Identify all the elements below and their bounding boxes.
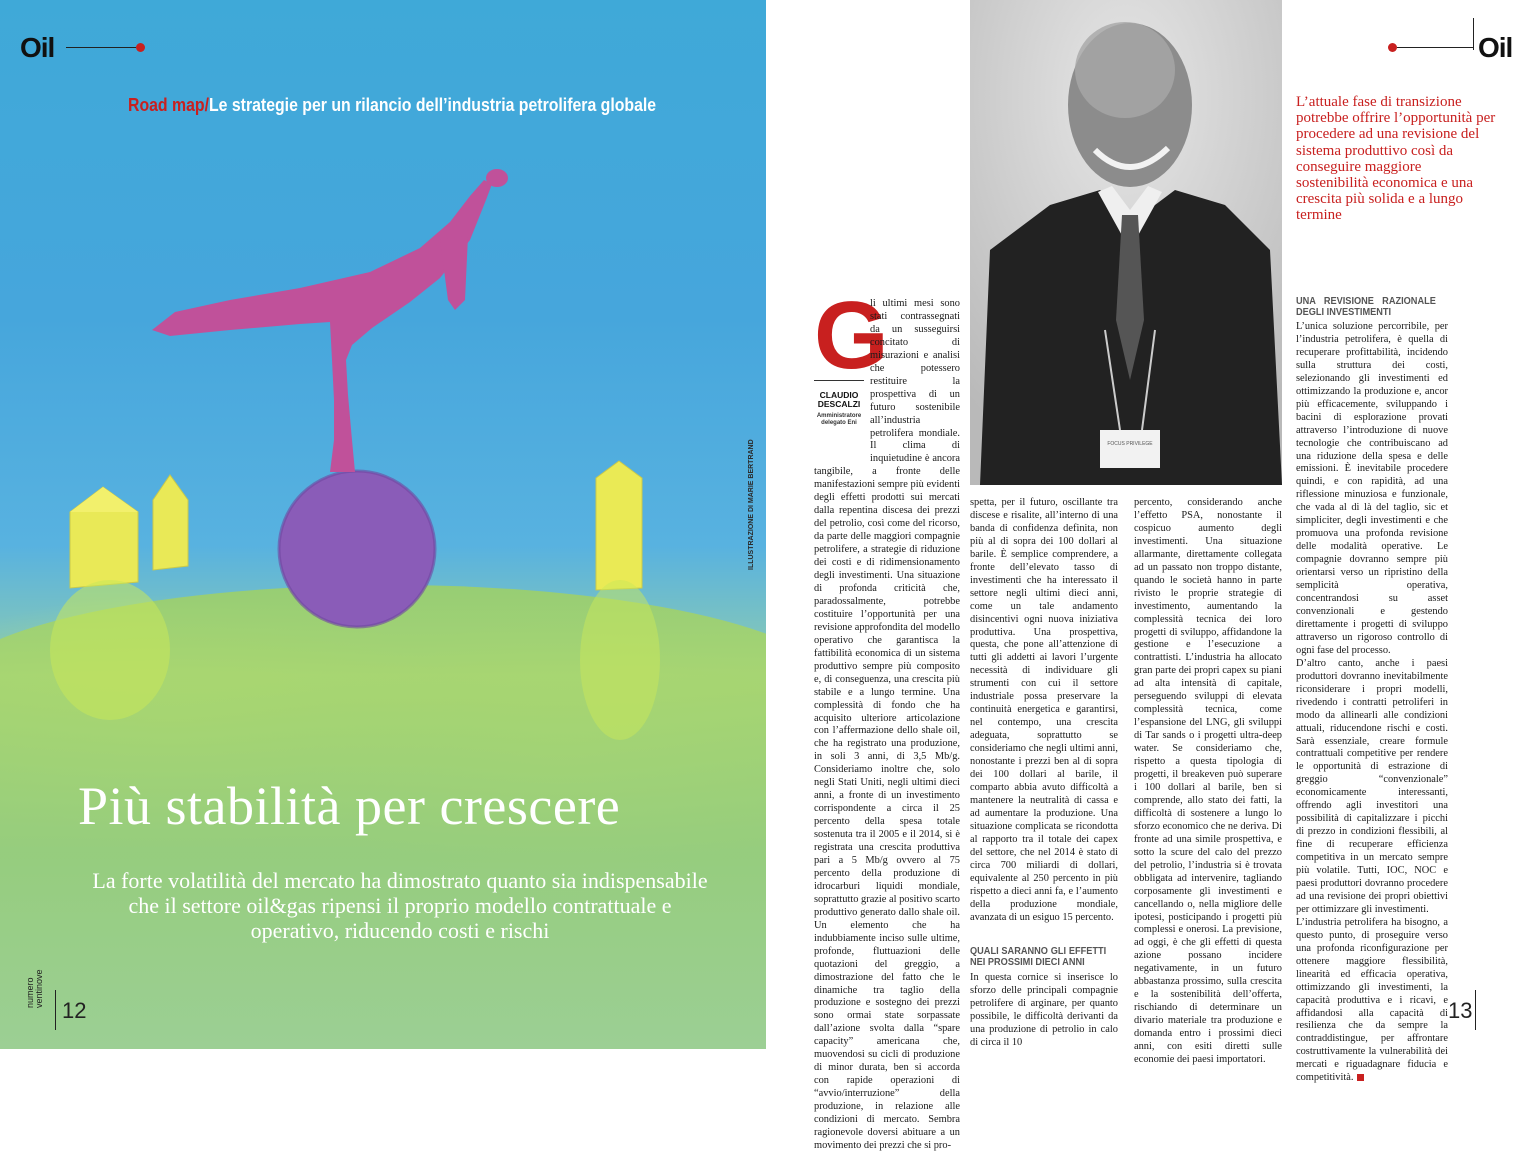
col4-paragraph-2: D’altro canto, anche i paesi produttori dovranno inevitabilmente riconsiderare i propri modelli, rivedendo i contratti petroliferi in modo da allinearli alle condizioni attuali, riducendone rischi e costi. Sarà essenziale, creare formule contrattuali competitive per rendere le opportunità di estrazione di greggio “convenzionale” economicamente interessanti, offrendo agli investitori una possibilità di capitalizzare i picchi di prezzo in condizioni flessibili, al fine di recuperare efficienza competitiva in un mercato sempre più volatile. Tutti, IOC, NOC e paesi produttori dovranno procedere ad una revisione dei propri obiettivi per ottimizzare gli investimenti. xyxy=(1296,657,1448,915)
issue-label xyxy=(26,969,44,1008)
badge-text: FOCUS PRIVILEGE xyxy=(1107,441,1153,447)
house-left xyxy=(70,487,138,588)
page-number-right: 13 xyxy=(1448,998,1473,1023)
column-1 xyxy=(814,282,961,1151)
col2-subhead: QUALI SARANNO GLI EFFETTI NEI PROSSIMI DIECI ANNI xyxy=(970,946,1107,969)
col2-paragraph-1: spetta, per il futuro, oscillante tra discese e risalite, all’interno di una banda di confidenza definita, non più al di sopra dei 100 dollari al barile. È semplice comprendere, a fronte dell’elevato tasso di investimenti che ha interessato il settore negli ultimi dieci anni, come un tale andamento disincentivi ogni nuova iniziativa produttiva. Una prospettiva, questa, che pone all’attenzione di tutti gli addetti ai lavori l’urgente necessità di individuare gli strumenti con cui il settore industriale possa preservare la continuità energetica e garantirsi, nel contempo, una crescita adeguata, soprattutto se consideriamo che negli ultimi anni, nonostante i prezzi ben al di sopra dei 100 dollari al barile, il comparto abbia avuto difficoltà a mantenere la neutralità di cassa e ad aumentare la produzione. Una situazione complicata se ricondotta al rapporto tra il totale dei capex del settore, che nel 2014 è stato di circa 700 miliardi di dollari, equivalente al 250 percento in più rispetto a dieci anni fa, e l’aumento della produzione mondiale, avanzata di un esiguo 15 percento. xyxy=(970,497,1118,923)
house-middle xyxy=(153,475,188,570)
header-red-dot-right xyxy=(1388,43,1397,52)
column-3 xyxy=(1134,497,1282,1067)
oil-logo xyxy=(20,32,54,64)
col4-paragraph-3 xyxy=(1296,917,1448,1085)
kicker-title: Le strategie per un rilancio dell’industria petrolifera globale xyxy=(208,95,657,115)
issue-line2: ventinove xyxy=(34,969,44,1008)
oil-logo-right-text: Oil xyxy=(1478,32,1513,63)
tower-right xyxy=(596,461,642,590)
kicker-section: Road map/ xyxy=(128,95,209,115)
col3-paragraph-1: percento, considerando anche l’effetto PSA, nonostante il cospicuo aumento degli investimenti. Una situazione allarmante, direttamente collegata ad un passato non troppo distante, quando le società hanno in parte rivisto le proprie strategie di investimento, aumentando la complessità tecnica dei loro progetti di sviluppo, affidandone la gestione e l’esecuzione a contrattisti. L’industria ha allocato gran parte dei propri capex su piani ad alta intensità di capitale, perseguendo sviluppi di elevata complessità tecnica, come l’espansione del LNG, gli sviluppi di Tar sands o i progetti ultra-deep water. Se consideriamo che, rispetto a questa tipologia di progetti, il breakeven può superare i 100 dollari al barile, ben si comprende, allo stato dei fatti, la difficoltà di sostenere a lungo lo sforzo economico che ne deriva. Di fronte ad una simile prospettiva, e sotto la scure del calo del prezzo del petrolio, l’industria si è trovata obbligata ad intervenire, tagliando corposamente gli investimenti e cancellando o, nella migliore delle ipotesi, posticipando i progetti più complessi e onerosi. La previsione, ad oggi, è che gli effetti di questa azione possano incidere negativamente, in un futuro abbastanza prossimo, sulla crescita e la sostenibilità dell’offerta, rischiando di determinare un divario materiale tra produzione e domanda entro i prossimi dieci anni, con esiti diretti sulle economie dei paesi importatori. xyxy=(1134,497,1282,1065)
left-page xyxy=(0,0,766,1049)
header-rule-right xyxy=(1397,47,1473,48)
oil-logo-text: Oil xyxy=(20,32,55,63)
issue-line1: numero xyxy=(25,977,35,1008)
portrait-photo xyxy=(970,0,1282,485)
reflection-right xyxy=(580,580,660,740)
col4-paragraph-3-text: L’industria petrolifera ha bisogno, a questo punto, di proseguire verso una profonda riconfigurazione per ottenere maggiore flessibilità, linearità ed efficacia operativa, ottimizzando gli investimenti, la capacità produttiva e i ricavi, e affidandosi alla capacità di resilienza che da sempre la contraddistingue, per affrontare costruttivamente la vulnerabilità dei mercati e riguadagnare fiducia e competitività. xyxy=(1296,916,1448,1084)
col4-paragraph-1: L’unica soluzione percorribile, per l’industria petrolifera, è quella di recuperare profittabilità, incidendo sulla struttura dei costi, selezionando gli investimenti ed ottimizzando la produzione e, ancor più efficacemente, sviluppando i bacini di esplorazione provati attraverso l’introduzione di nuove tecnologie che contribuiscano ad una riduzione della spesa e delle emissioni. È inevitabile procedere quindi, e con rapidità, ad una riflessione minuziosa e funzionale, che vada al di là del taglio, sic et simpliciter, degli investimenti e che promuova una profonda revisione delle modalità operative. Le compagnie dovranno sempre più orientarsi verso un ripristino della semplicità operativa, concentrandosi su asset convenzionali e gestendo direttamente i progetti di sviluppo attraverso un rigoroso controllo di ogni fase del processo. xyxy=(1296,321,1448,656)
drop-cap: G xyxy=(814,282,889,389)
footer-rule-vertical-right xyxy=(1475,990,1476,1030)
col4-subhead: UNA REVISIONE RAZIONALE DEGLI INVESTIMENTI xyxy=(1296,296,1436,318)
kicker xyxy=(128,95,656,116)
byline-name: CLAUDIO DESCALZI xyxy=(817,390,861,409)
footer-rule-vertical xyxy=(55,990,56,1030)
dropcap-spacer xyxy=(814,298,870,464)
reflection-left xyxy=(50,580,170,720)
headline: Più stabilità per crescere xyxy=(78,776,621,836)
header-rule xyxy=(66,47,136,48)
header-red-dot xyxy=(136,43,145,52)
column-4 xyxy=(1296,296,1448,1085)
column-2 xyxy=(970,497,1118,1050)
pink-figure xyxy=(152,169,508,472)
col1-paragraph: li ultimi mesi sono stati contrassegnati da un susseguirsi concitato di misurazioni e analisi che potessero restituire la prospettiva di un futuro sostenibile all’industria petrolifera mondiale. Il clima di inquietudine è ancora tangibile, a fronte delle manifestazioni sempre più evidenti degli effetti prodotti sui mercati dalla repentina discesa dei prezzi del petrolio, così come del ricorso, da parte delle maggiori compagnie petrolifere, a strategie di riduzione dei costi e di ridimensionamento degli investimenti. Una situazione di profonda criticità che, paradossalmente, potrebbe costituire l’opportunità per una revisione approfondita del modello operativo che garantisca la fattibilità economica di un sistema produttivo sempre più composito e, di conseguenza, una crescita più stabile e a lungo termine. Una complessità di fondo che ha acquisito ulteriore articolazione con l’affermazione dello shale oil, che ha registrato una produzione, in soli 3 anni, di 3,5 Mb/g. Consideriamo inoltre che, solo negli Stati Uniti, negli ultimi dieci anni, a fronte di un investimento corrispondente a circa il 25 percento della spesa totale sostenuta tra il 2005 e il 2014, si è registrata una crescita produttiva pari a 5 Mb/g ovvero al 75 percento della produzione di idrocarburi liquidi mondiale, soprattutto grazie al positivo scarto produttivo generato dallo shale oil. Un elemento che ha indubbiamente inciso sulle ultime, profonde, fluttuazioni delle quotazioni del greggio, a dimostrazione del fatto che le dinamiche tra taglio della produzione e sostegno dei prezzi sono ormai state sorpassate dall’azione svolta dalla “spare capacity” americana che, muovendosi su cicli di produzione di minor durata, ben si accorda con rapide operazioni di “avvio/interruzione” della produzione, in relazione alle condizioni di mercato. Sembra ragionevole doversi abituare a un movimento dei prezzi che si pro- xyxy=(814,298,961,1151)
byline-role: Amministratore delegato Eni xyxy=(816,413,862,426)
illustration-credit: ILLUSTRAZIONE DI MARIE BERTRAND xyxy=(748,439,755,570)
oil-logo-right xyxy=(1478,32,1512,64)
portrait-illustration xyxy=(970,0,1282,485)
page-number-left: 12 xyxy=(62,998,87,1023)
pull-quote: L’attuale fase di transizione potrebbe offrire l’opportunità per procedere ad una revisione del sistema produttivo così da conseguire maggiore sostenibilità economica e una crescita più solida e a lungo termine xyxy=(1296,94,1496,224)
col2-paragraph-2: In questa cornice si inserisce lo sforzo delle principali compagnie petrolifere di arginare, per quanto possibile, le difficoltà derivanti da una produzione di petrolio in calo di circa il 10 xyxy=(970,972,1118,1049)
end-mark xyxy=(1357,1074,1364,1081)
standfirst: La forte volatilità del mercato ha dimostrato quanto sia indispensabile che il settore oil&gas ripensi il proprio modello contrattuale e operativo, riducendo costi e rischi xyxy=(92,868,708,943)
header-rule-vertical-right xyxy=(1473,18,1474,50)
